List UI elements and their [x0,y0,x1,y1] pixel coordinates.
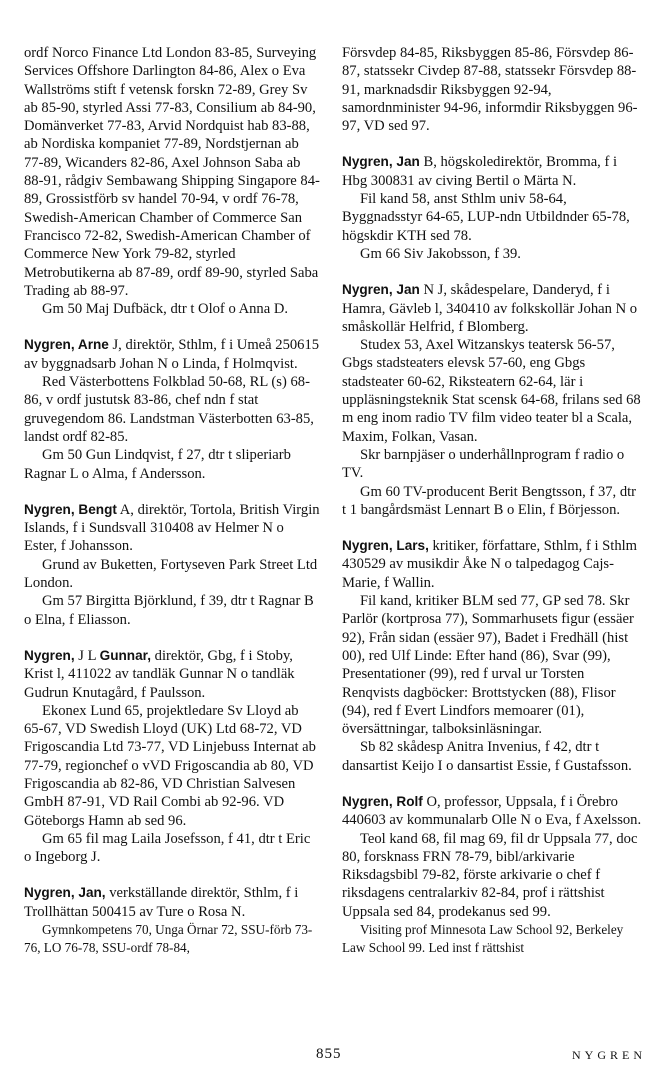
biography-entry [342,793,642,958]
entry-paragraph [24,44,320,300]
entry-text: A, direktör, Tortola, British Virgin Islands, f i Sundsvall 310408 av Helmer N o Ester, f Johansson. [24,501,320,555]
entry-text: N J, skådespelare, Danderyd, f i Hamra, Gävleb l, 340410 av folkskollär Johan N o småskollär Helfrid, f Blomberg. [342,282,638,335]
entry-text: kritiker, författare, Sthlm, f i Sthlm 430529 av musikdir Åke N o talpedagog Cajs-Marie, f Wallin. [342,538,638,591]
entry-name-initials: J L [74,647,100,664]
entry-text: Sb 82 skådesp Anitra Invenius, f 42, dtr t dansartist Keijo I o dansartist Essie, f Gustafsson. [342,739,632,774]
entry-text: Gm 50 Maj Dufbäck, dtr t Olof o Anna D. [42,301,289,318]
entry-paragraph [24,373,320,446]
entry-name: Nygren, Jan, [24,885,106,901]
entry-paragraph [342,190,642,245]
entry-name: Nygren, [24,647,75,663]
entry-text: Gm 65 fil mag Laila Josefsson, f 41, dtr t Eric o Ingeborg J. [24,830,311,866]
entry-name: Nygren, Jan [342,154,420,170]
entry-text: B, högskoledirektör, Bromma, f i Hbg 300831 av civing Bertil o Märta N. [342,154,618,189]
entry-intro [342,793,642,830]
entry-given-name: Gunnar, [99,647,151,663]
entry-text: Försvdep 84-85, Riksbyggen 85-86, Försvdep 86-87, statssekr Civdep 87-88, statssekr Försvdep 88-91, marknadsdir Riksbyggen 92-94, samordnminister 94-96, informdir Riksbyggen 96-97, VD sed 97. [342,45,638,135]
entry-paragraph [24,702,320,830]
entry-intro [24,501,320,556]
entry-intro [24,336,320,373]
entry-text: Ekonex Lund 65, projektledare Sv Lloyd ab 65-67, VD Swedish Lloyd (UK) Ltd 68-72, VD Frigoscandia Ltd 73-77, VD Linjebuss Internat ab 77-79, regionchef o vVD Frigoscandia ab 80, VD Frigoscandia ab 82-86, VD Christian Salvesen GmbH 87-91, VD Rail Combi ab 92-96. VD Göteborgs Hamn ab sed 96. [24,702,316,829]
entry-text: O, professor, Uppsala, f i Örebro 440603 av kommunalarb Olle N o Eva, f Axelsson. [342,793,642,829]
entry-paragraph [342,446,642,483]
entry-text: Gm 66 Siv Jakobsson, f 39. [360,245,521,262]
biography-entry [24,44,320,318]
entry-paragraph [342,44,642,135]
entry-text: direktör, Gbg, f i Stoby, Krist l, 411022 av tandläk Gunnar N o tandläk Gudrun Knutagård, f Paulsson. [24,647,295,701]
entry-paragraph [342,921,642,958]
entry-name: Nygren, Lars, [342,538,429,554]
entry-intro [24,647,320,702]
entry-text: Red Västerbottens Folkblad 50-68, RL (s) 68-86, v ordf justutsk 83-86, chef ndn f stat gruvegendom 86. Landstman Västerbotten 63-85, landst ordf 82-85. [24,374,314,445]
entry-text: Skr barnpjäser o underhållnprogram f radio o TV. [342,446,625,482]
entry-text: ordf Norco Finance Ltd London 83-85, Surveying Services Offshore Darlington 84-86, Alex o Eva Wallströms stift f vetensk forskn 72-89, Grey Sv ab 85-90, styrled Assi 77-83, Consilium ab 84-90, Domänverket 77-83, Arvid Nordquist hab 83-88, ab Nordiska kompaniet 77-89, Nordstjernan ab 77-89, Wicanders 82-86, Axel Johnson Saba ab 88-91, rådgiv Sembawang Shipping Singapore 84-89, Grossistförb sv handel 70-94, v ordf 76-78, Swedish-American Chamber of Commerce San Francisco 72-82, Swedish-American Chamber of Commerce New York 79-82, styrled Metrobutikerna ab 87-89, ordf 89-90, styrled Saba Trading ab 88-97. [24,45,320,299]
entry-paragraph [24,446,320,483]
page-footer [0,1046,672,1068]
entry-text: verkställande direktör, Sthlm, f i Trollhättan 500415 av Ture o Rosa N. [24,885,299,920]
biography-entry [342,537,642,775]
entry-intro [342,281,642,336]
left-column [24,44,320,976]
entry-text: Gm 50 Gun Lindqvist, f 27, dtr t sliperiarb Ragnar L o Alma, f Andersson. [24,447,291,482]
biography-entry [342,153,642,263]
entry-text: Fil kand, kritiker BLM sed 77, GP sed 78. Skr Parlör (kortprosa 77), Sommarhusets figur (essäer 92), Från sidan (essäer 97), Badet i Fredhäll (hist 00), red Ulf Linde: Efter hand (86), Svar (99), Presentationer (99), red f urval ur Torsten Renqvists dagböcker: Brottstycken (88), Flisor (94), red f Evert Lindfors memoarer (01), översättningar, talboksinläsningar. [342,593,634,738]
biography-entry [24,647,320,867]
entry-paragraph [342,245,642,263]
biography-entry [342,44,642,135]
entry-paragraph [342,830,642,921]
biography-entry [342,281,642,519]
entry-text: Gymnkompetens 70, Unga Örnar 72, SSU-förb 73-76, LO 76-78, SSU-ordf 78-84, [24,922,313,956]
entry-name: Nygren, Bengt [24,501,117,517]
biography-entry [24,884,320,957]
entry-text: Gm 57 Birgitta Björklund, f 39, dtr t Ragnar B o Elna, f Eliasson. [24,593,314,628]
entry-text: Studex 53, Axel Witzanskys teatersk 56-57, Gbgs stadsteaters elevsk 57-60, eng Gbgs stadsteater 60-62, Riksteatern 62-64, lär i uppläsningsteknik Stat scensk 64-68, frilans sed 68 m eng inom radio TV film video teater bl a Scala, Maxim, Folkan, Vasan. [342,337,641,445]
running-head-word: NYGREN [572,1048,646,1062]
entry-paragraph [342,592,642,738]
entry-paragraph [24,592,320,629]
entry-intro [342,153,642,190]
entry-intro [342,537,642,592]
entry-text: J, direktör, Sthlm, f i Umeå 250615 av byggnadsarb Johan N o Linda, f Holmqvist. [24,337,320,372]
entry-paragraph [342,738,642,775]
page-number: 855 [316,1046,342,1062]
entry-name: Nygren, Rolf [342,793,423,809]
entry-paragraph [24,830,320,867]
entry-text: Grund av Buketten, Fortyseven Park Street Ltd London. [24,556,318,592]
entry-paragraph [342,336,642,446]
entry-paragraph [24,300,320,318]
entry-intro [24,884,320,921]
biography-entry [24,336,320,482]
entry-text: Gm 60 TV-producent Berit Bengtsson, f 37, dtr t 1 bangårdsmäst Lennart B o Elin, f Börjesson. [342,483,637,518]
entry-paragraph [342,483,642,520]
entry-text: Visiting prof Minnesota Law School 92, Berkeley Law School 99. Led inst f rättshist [342,922,624,956]
biography-entry [24,501,320,629]
entry-paragraph [24,556,320,593]
entry-paragraph [24,921,320,958]
entry-name: Nygren, Arne [24,337,109,353]
right-column [342,44,642,976]
entry-text: Fil kand 58, anst Sthlm univ 58-64, Byggnadsstyr 64-65, LUP-ndn Utbildnder 65-78, högskdir KTH sed 78. [342,191,630,244]
entry-text: Teol kand 68, fil mag 69, fil dr Uppsala 77, doc 80, forsknass FRN 78-79, bibl/arkivarie Riksdagsbibl 79-82, förste arkivarie o chef f riksdagens centralarkiv 82-84, prof i rättshist Uppsala sed 84, prodekanus sed 99. [342,830,638,920]
entry-name: Nygren, Jan [342,282,420,298]
